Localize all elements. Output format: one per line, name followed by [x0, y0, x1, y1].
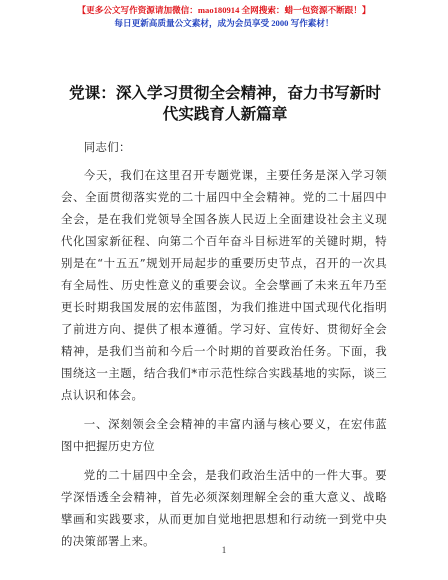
paragraph-section-1: 党的二十届四中全会，是我们政治生活中的一件大事。要学深悟透全会精神，首先必须深刻理解全会的重大意义、战略擘画和实践要求，从而更加自觉地把思想和行动统一到党中央的决策部署上来。 — [61, 468, 387, 548]
section-heading-1: 一、深刻领会全会精神的丰富内涵与核心要义，在宏伟蓝图中把握历史方位 — [61, 417, 387, 453]
paragraph-intro: 今天，我们在这里召开专题党课，主要任务是深入学习领会、全面贯彻落实党的二十届四中全会精神。党的二十届四中全会，是在我们党领导全国各族人民迈上全面建设社会主义现代化国家新征程、向第二个百年奋斗目标进军的关键时期，特别是在“十五五”规划开局起步的重要历史节点，召开的一次具有全局性、历史性意义的重要会议。全会擘画了未来五年乃至更长时期我国发展的宏伟蓝图，为我们推进中国式现代化指明了前进方向、提供了根本遵循。学习好、宣传好、贯彻好全会精神，是我们当前和今后一个时期的首要政治任务。下面，我围绕这一主题，结合我们*市示范性综合实践基地的实际，谈三点认识和体会。 — [61, 168, 387, 402]
greeting: 同志们： — [83, 140, 131, 154]
page-number: 1 — [221, 545, 227, 555]
promo-banner-line-2: 每日更新高质量公文素材，成为会员享受 2000 写作素材！ — [114, 18, 334, 28]
promo-banner-line-1: 【更多公文写作资源请加微信：mao180914 全网搜索：蜡一包资源不断跟！】 — [77, 5, 371, 15]
promo-banner — [0, 4, 448, 30]
document-body — [61, 136, 387, 559]
document-title-line-2: 代实践育人新篇章 — [162, 105, 288, 123]
document-title-line-1: 党课：深入学习贯彻全会精神，奋力书写新时 — [69, 84, 381, 102]
document-title — [60, 83, 390, 125]
